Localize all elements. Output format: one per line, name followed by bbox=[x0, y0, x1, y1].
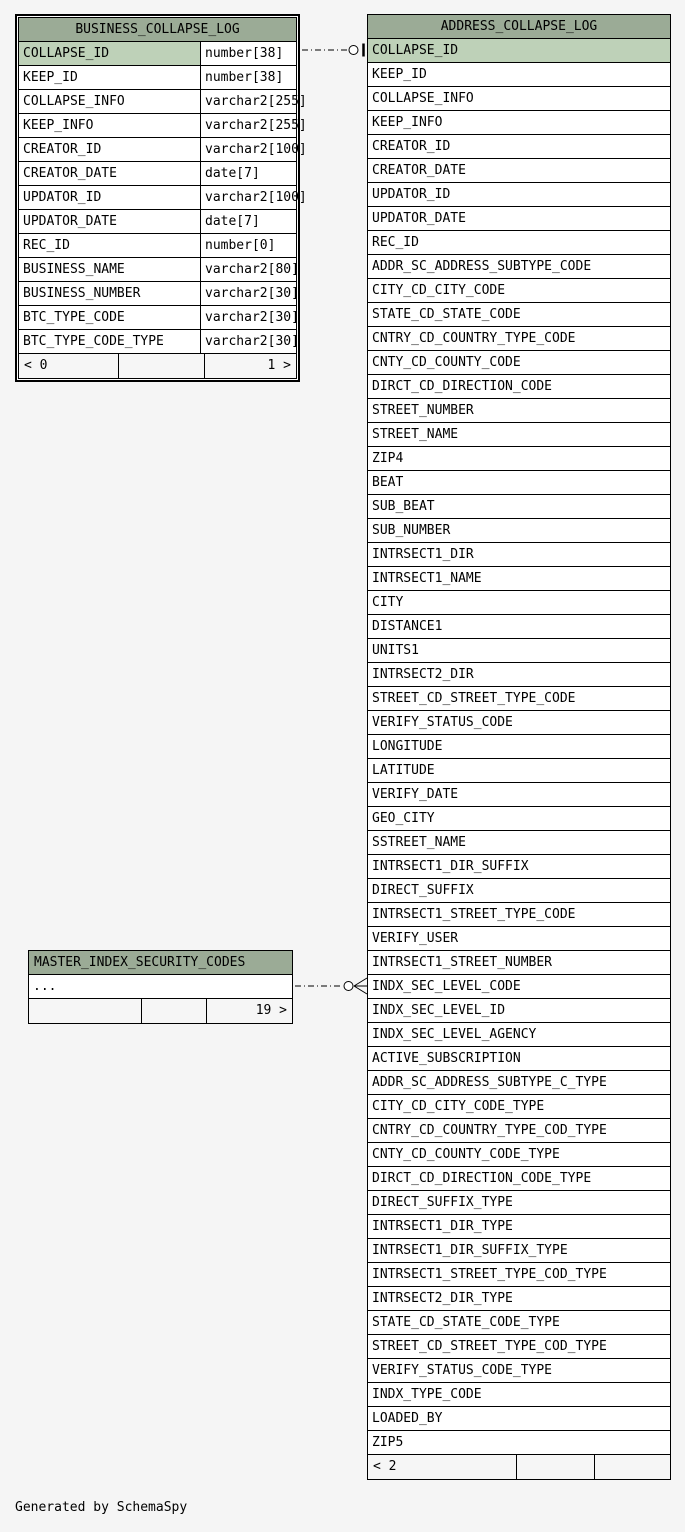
column-name-cell: INTRSECT1_DIR_TYPE bbox=[372, 1219, 513, 1234]
column-row[interactable] bbox=[368, 159, 670, 183]
column-name-cell: VERIFY_STATUS_CODE_TYPE bbox=[372, 1363, 553, 1378]
column-name-cell: BUSINESS_NAME bbox=[23, 262, 125, 277]
column-row[interactable] bbox=[368, 207, 670, 231]
column-name-cell: COLLAPSE_ID bbox=[19, 42, 200, 65]
column-row[interactable] bbox=[368, 951, 670, 975]
column-row[interactable] bbox=[19, 42, 296, 66]
column-row[interactable] bbox=[368, 831, 670, 855]
column-row[interactable] bbox=[19, 234, 296, 258]
pager-prev bbox=[29, 999, 141, 1023]
table-columns bbox=[19, 42, 307, 354]
column-row[interactable] bbox=[368, 279, 670, 303]
column-name-cell: UPDATOR_ID bbox=[372, 187, 451, 202]
generated-by-note: Generated by SchemaSpy bbox=[15, 1500, 188, 1515]
column-name-cell: LOADED_BY bbox=[372, 1411, 443, 1426]
column-row[interactable] bbox=[368, 1047, 670, 1071]
table-pager bbox=[368, 1455, 670, 1479]
pager-middle bbox=[141, 999, 206, 1023]
column-row[interactable] bbox=[19, 66, 296, 90]
column-name-cell: BTC_TYPE_CODE bbox=[23, 310, 125, 325]
column-name-cell: COLLAPSE_INFO bbox=[372, 91, 474, 106]
column-name-cell: REC_ID bbox=[372, 235, 419, 250]
column-row[interactable] bbox=[368, 1071, 670, 1095]
column-name-cell: INDX_SEC_LEVEL_CODE bbox=[372, 979, 521, 994]
column-row[interactable] bbox=[368, 39, 670, 63]
column-name-cell: SSTREET_NAME bbox=[372, 835, 466, 850]
column-row[interactable] bbox=[368, 1167, 670, 1191]
column-name-cell: COLLAPSE_INFO bbox=[23, 94, 125, 109]
column-name-cell: DIRCT_CD_DIRECTION_CODE_TYPE bbox=[372, 1171, 592, 1186]
column-row[interactable] bbox=[368, 1215, 670, 1239]
column-name-cell: INTRSECT1_STREET_NUMBER bbox=[372, 955, 553, 970]
column-name-cell: DISTANCE1 bbox=[372, 619, 443, 634]
column-name-cell: INTRSECT2_DIR_TYPE bbox=[372, 1291, 513, 1306]
column-row[interactable] bbox=[29, 975, 292, 999]
table-title[interactable]: MASTER_INDEX_SECURITY_CODES bbox=[29, 951, 292, 975]
table-address-collapse-log bbox=[367, 14, 671, 1480]
column-row[interactable] bbox=[368, 783, 670, 807]
column-name-cell: CNTRY_CD_COUNTRY_TYPE_COD_TYPE bbox=[372, 1123, 607, 1138]
column-row[interactable] bbox=[19, 114, 307, 138]
column-name-cell: UPDATOR_DATE bbox=[372, 211, 466, 226]
table-pager bbox=[29, 999, 292, 1023]
column-row[interactable] bbox=[368, 1191, 670, 1215]
column-row[interactable] bbox=[19, 138, 307, 162]
column-row[interactable] bbox=[19, 282, 299, 306]
column-name-cell: STREET_NAME bbox=[372, 427, 459, 442]
column-name-cell: ... bbox=[33, 979, 57, 994]
column-type-cell: number[38] bbox=[200, 42, 296, 65]
column-type-cell: varchar2[255] bbox=[200, 114, 307, 137]
column-name-cell: INTRSECT1_STREET_TYPE_CODE bbox=[372, 907, 576, 922]
column-name-cell: ADDR_SC_ADDRESS_SUBTYPE_CODE bbox=[372, 259, 592, 274]
column-name-cell: DIRECT_SUFFIX bbox=[372, 883, 474, 898]
column-type-cell: date[7] bbox=[200, 210, 296, 233]
column-row[interactable] bbox=[19, 258, 299, 282]
column-row[interactable] bbox=[368, 1335, 670, 1359]
column-name-cell: ZIP4 bbox=[372, 451, 404, 466]
column-row[interactable] bbox=[368, 111, 670, 135]
column-name-cell: KEEP_ID bbox=[23, 70, 78, 85]
column-row[interactable] bbox=[19, 162, 296, 186]
column-row[interactable] bbox=[368, 759, 670, 783]
column-name-cell: CREATOR_DATE bbox=[23, 166, 117, 181]
column-name-cell: VERIFY_STATUS_CODE bbox=[372, 715, 513, 730]
column-name-cell: CREATOR_DATE bbox=[372, 163, 466, 178]
column-row[interactable] bbox=[368, 519, 670, 543]
column-name-cell: INTRSECT1_NAME bbox=[372, 571, 482, 586]
column-name-cell: DIRCT_CD_DIRECTION_CODE bbox=[372, 379, 553, 394]
column-name-cell: ZIP5 bbox=[372, 1435, 404, 1450]
column-name-cell: ADDR_SC_ADDRESS_SUBTYPE_C_TYPE bbox=[372, 1075, 607, 1090]
column-name-cell: UNITS1 bbox=[372, 643, 419, 658]
column-row[interactable] bbox=[19, 330, 299, 354]
column-row[interactable] bbox=[368, 663, 670, 687]
pager-next[interactable]: 19 > bbox=[206, 999, 292, 1023]
column-name-cell: CREATOR_ID bbox=[23, 142, 102, 157]
column-row[interactable] bbox=[368, 87, 670, 111]
column-name-cell: REC_ID bbox=[23, 238, 70, 253]
table-business-collapse-log bbox=[15, 14, 307, 382]
column-type-cell: varchar2[255] bbox=[200, 90, 307, 113]
column-type-cell: varchar2[30] bbox=[200, 282, 299, 305]
column-row[interactable] bbox=[19, 90, 307, 114]
column-row[interactable] bbox=[19, 306, 299, 330]
column-name-cell: KEEP_ID bbox=[372, 67, 427, 82]
column-name-cell: GEO_CITY bbox=[372, 811, 435, 826]
column-row[interactable] bbox=[368, 135, 670, 159]
column-row[interactable] bbox=[368, 1287, 670, 1311]
column-name-cell: INDX_SEC_LEVEL_AGENCY bbox=[372, 1027, 537, 1042]
column-row[interactable] bbox=[368, 903, 670, 927]
column-name-cell: STREET_NUMBER bbox=[372, 403, 474, 418]
table-title[interactable]: BUSINESS_COLLAPSE_LOG bbox=[19, 18, 296, 42]
column-row[interactable] bbox=[368, 231, 670, 255]
column-row[interactable] bbox=[368, 495, 670, 519]
column-row[interactable] bbox=[368, 1407, 670, 1431]
column-row[interactable] bbox=[368, 879, 670, 903]
column-name-cell: UPDATOR_DATE bbox=[23, 214, 117, 229]
column-row[interactable] bbox=[19, 210, 296, 234]
column-name-cell: KEEP_INFO bbox=[372, 115, 443, 130]
table-pager bbox=[19, 354, 296, 378]
column-row[interactable] bbox=[368, 735, 670, 759]
column-row[interactable] bbox=[368, 855, 670, 879]
column-type-cell: varchar2[80] bbox=[200, 258, 299, 281]
column-row[interactable] bbox=[368, 567, 670, 591]
column-name-cell: LATITUDE bbox=[372, 763, 435, 778]
column-name-cell: CNTY_CD_COUNTY_CODE_TYPE bbox=[372, 1147, 560, 1162]
column-row[interactable] bbox=[368, 1143, 670, 1167]
column-row[interactable] bbox=[368, 927, 670, 951]
column-name-cell: INTRSECT2_DIR bbox=[372, 667, 474, 682]
column-name-cell: STATE_CD_STATE_CODE bbox=[372, 307, 521, 322]
column-name-cell: INDX_TYPE_CODE bbox=[372, 1387, 482, 1402]
column-name-cell: CITY_CD_CITY_CODE bbox=[372, 283, 506, 298]
column-row[interactable] bbox=[368, 591, 670, 615]
column-type-cell: varchar2[30] bbox=[200, 330, 299, 353]
table-title[interactable]: ADDRESS_COLLAPSE_LOG bbox=[368, 15, 670, 39]
column-row[interactable] bbox=[19, 186, 307, 210]
column-row[interactable] bbox=[368, 687, 670, 711]
pager-middle bbox=[118, 354, 204, 378]
column-row[interactable] bbox=[368, 807, 670, 831]
column-row[interactable] bbox=[368, 639, 670, 663]
column-row[interactable] bbox=[368, 975, 670, 999]
column-name-cell: INDX_SEC_LEVEL_ID bbox=[372, 1003, 506, 1018]
pager-prev[interactable]: < 0 bbox=[24, 358, 48, 373]
column-name-cell: INTRSECT1_DIR_SUFFIX bbox=[372, 859, 529, 874]
column-name-cell: BUSINESS_NUMBER bbox=[23, 286, 141, 301]
column-row[interactable] bbox=[368, 399, 670, 423]
column-name-cell: CREATOR_ID bbox=[372, 139, 451, 154]
column-name-cell: INTRSECT1_STREET_TYPE_COD_TYPE bbox=[372, 1267, 607, 1282]
column-name-cell: BEAT bbox=[372, 475, 404, 490]
column-name-cell: INTRSECT1_DIR bbox=[372, 547, 474, 562]
column-type-cell: varchar2[100] bbox=[200, 138, 307, 161]
table-columns bbox=[29, 975, 292, 999]
column-row[interactable] bbox=[368, 375, 670, 399]
column-name-cell: INTRSECT1_DIR_SUFFIX_TYPE bbox=[372, 1243, 568, 1258]
column-row[interactable] bbox=[368, 711, 670, 735]
column-name-cell: SUB_BEAT bbox=[372, 499, 435, 514]
column-row[interactable] bbox=[368, 1095, 670, 1119]
pager-prev[interactable]: < 2 bbox=[373, 1459, 397, 1474]
column-name-cell: ACTIVE_SUBSCRIPTION bbox=[372, 1051, 521, 1066]
column-row[interactable] bbox=[368, 1359, 670, 1383]
column-name-cell: CITY bbox=[372, 595, 404, 610]
column-type-cell: date[7] bbox=[200, 162, 296, 185]
relationship-connector-master-to-address bbox=[295, 978, 367, 994]
column-row[interactable] bbox=[368, 999, 670, 1023]
column-name-cell: STREET_CD_STREET_TYPE_CODE bbox=[372, 691, 576, 706]
column-name-cell: STATE_CD_STATE_CODE_TYPE bbox=[372, 1315, 560, 1330]
pager-next[interactable]: 1 > bbox=[204, 354, 296, 378]
column-row[interactable] bbox=[368, 63, 670, 87]
column-row[interactable] bbox=[368, 1119, 670, 1143]
column-type-cell: varchar2[30] bbox=[200, 306, 299, 329]
column-row[interactable] bbox=[368, 1311, 670, 1335]
pager-next bbox=[594, 1455, 670, 1479]
column-name-cell: BTC_TYPE_CODE_TYPE bbox=[23, 334, 164, 349]
column-row[interactable] bbox=[368, 543, 670, 567]
column-name-cell: VERIFY_DATE bbox=[372, 787, 459, 802]
column-row[interactable] bbox=[368, 1431, 670, 1455]
column-type-cell: number[38] bbox=[200, 66, 296, 89]
column-name-cell: CITY_CD_CITY_CODE_TYPE bbox=[372, 1099, 545, 1114]
column-row[interactable] bbox=[368, 423, 670, 447]
column-row[interactable] bbox=[368, 1383, 670, 1407]
column-name-cell: DIRECT_SUFFIX_TYPE bbox=[372, 1195, 513, 1210]
table-master-index-security-codes bbox=[28, 950, 293, 1024]
column-name-cell: VERIFY_USER bbox=[372, 931, 459, 946]
column-row[interactable] bbox=[368, 351, 670, 375]
column-row[interactable] bbox=[368, 1239, 670, 1263]
column-name-cell: LONGITUDE bbox=[372, 739, 443, 754]
column-row[interactable] bbox=[368, 183, 670, 207]
column-type-cell: varchar2[100] bbox=[200, 186, 307, 209]
relationship-connector-business-to-address bbox=[302, 44, 364, 57]
column-row[interactable] bbox=[368, 471, 670, 495]
column-name-cell: CNTRY_CD_COUNTRY_TYPE_CODE bbox=[372, 331, 576, 346]
column-name-cell: KEEP_INFO bbox=[23, 118, 94, 133]
column-row[interactable] bbox=[368, 1263, 670, 1287]
column-name-cell: COLLAPSE_ID bbox=[368, 39, 670, 62]
column-row[interactable] bbox=[368, 255, 670, 279]
column-type-cell: number[0] bbox=[200, 234, 296, 257]
column-row[interactable] bbox=[368, 615, 670, 639]
column-row[interactable] bbox=[368, 447, 670, 471]
table-columns bbox=[368, 39, 670, 1455]
column-name-cell: CNTY_CD_COUNTY_CODE bbox=[372, 355, 521, 370]
column-row[interactable] bbox=[368, 327, 670, 351]
column-name-cell: SUB_NUMBER bbox=[372, 523, 451, 538]
pager-middle bbox=[516, 1455, 594, 1479]
column-row[interactable] bbox=[368, 1023, 670, 1047]
column-row[interactable] bbox=[368, 303, 670, 327]
column-name-cell: STREET_CD_STREET_TYPE_COD_TYPE bbox=[372, 1339, 607, 1354]
column-name-cell: UPDATOR_ID bbox=[23, 190, 102, 205]
